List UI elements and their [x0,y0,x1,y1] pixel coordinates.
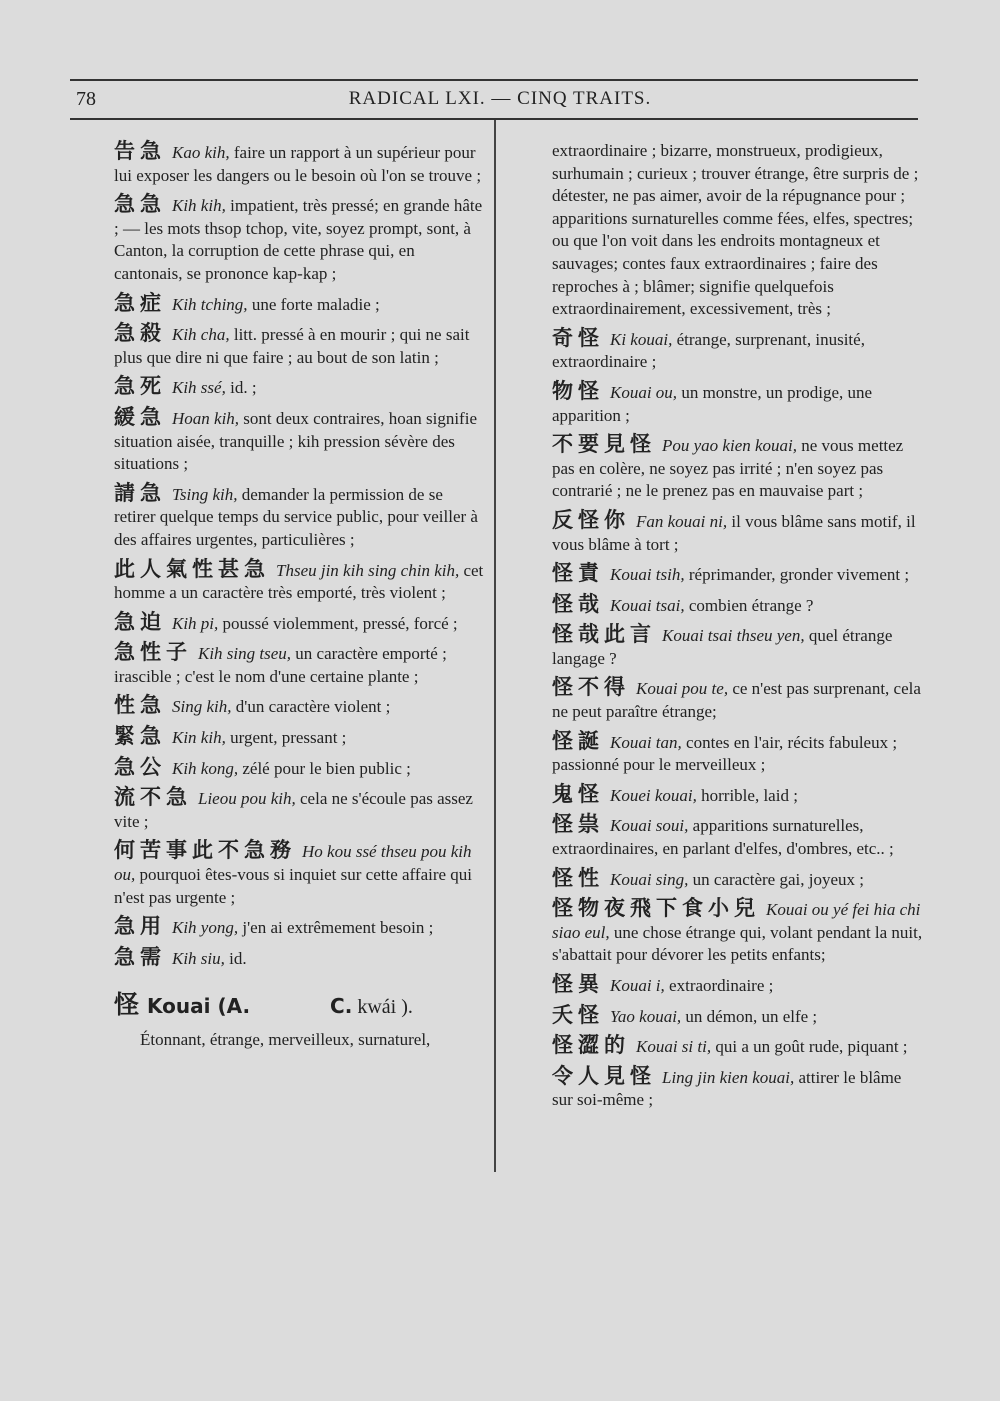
entry-romanization: Kouei kouai, [610,785,697,805]
dictionary-entry [114,915,486,940]
radical-c-label: C. [330,994,353,1019]
entry-definition: qui a un goût rude, piquant ; [711,1037,908,1057]
dictionary-entry [114,406,486,476]
dictionary-entry [552,783,924,808]
entry-romanization: Kih tching, [172,294,248,314]
dictionary-entry [552,1004,924,1029]
entry-romanization: Hoan kih, [172,408,240,428]
entry-characters: 不要見怪 [552,432,656,457]
entry-definition: urgent, pressant ; [225,728,347,748]
entry-romanization: Kih kong, [172,758,239,778]
entry-definition: combien étrange ? [684,595,814,615]
entry-romanization: Fan kouai ni, [636,511,728,531]
entry-characters: 怪哉 [552,591,604,616]
entry-characters: 怪哉此言 [552,622,656,647]
entry-romanization: Kih yong, [172,918,239,938]
entry-romanization: Sing kih, [172,697,232,717]
entry-definition: réprimander, gronder vivement ; [684,565,910,585]
dictionary-entry [114,786,486,833]
entry-romanization: Kouai si ti, [636,1037,712,1057]
entry-romanization: Kouai tsih, [610,565,685,585]
dictionary-entry [552,433,924,503]
entry-romanization: Kouai soui, [610,816,689,836]
entry-definition: d'un caractère violent ; [231,697,391,717]
entry-characters: 奇怪 [552,325,604,350]
entry-characters: 緩急 [114,404,166,429]
entry-definition: un caractère emporté ; irascible ; c'est le nom d'une certaine plante ; [114,644,447,686]
entry-definition: id. [224,948,247,968]
entry-characters: 急殺 [114,321,166,346]
entry-romanization: Kin kih, [172,728,226,748]
entry-romanization: Thseu jin kih sing chin kih, [276,560,460,580]
entry-definition: un démon, un elfe ; [681,1006,818,1026]
entry-characters: 怪異 [552,972,604,996]
running-title: RADICAL LXI. — CINQ TRAITS. [348,88,652,109]
entry-definition: pourquoi êtes-vous si inquiet sur cette affaire qui n'est pas urgente ; [114,865,473,907]
dictionary-entry [114,756,486,781]
entry-characters: 鬼怪 [552,781,604,806]
entry-definition: sont deux contraires, hoan signifie situation aisée, tranquille ; kih pression sévère des situations ; [114,408,477,474]
entry-romanization: Kouai tan, [610,732,682,752]
entry-romanization: Kouai ou, [610,382,678,402]
dictionary-entry [552,813,924,860]
entry-romanization: Kouai tsai thseu yen, [662,626,805,646]
entry-characters: 反怪你 [552,507,630,532]
entry-definition: cet homme a un caractère très emporté, très violent ; [114,560,484,603]
right-entry-list [552,327,924,1112]
dictionary-entry [114,322,486,369]
entry-definition: il vous blâme sans motif, il vous blâme à tort ; [552,511,916,554]
entry-definition: un monstre, un prodige, une apparition ; [552,382,873,425]
entry-characters: 怪責 [552,561,604,586]
dictionary-entry [114,193,486,285]
entry-definition: j'en ai extrêmement besoin ; [238,918,434,938]
dictionary-entry [552,730,924,777]
entry-characters: 流不急 [114,785,192,810]
entry-romanization: Kih ssé, [172,378,226,398]
dictionary-entry [552,973,924,998]
entry-characters: 急需 [114,944,166,969]
entry-definition: faire un rapport à un supérieur pour lui exposer les dangers ou le besoin où l'on se trouve ; [114,143,482,185]
dictionary-entry [552,897,924,967]
entry-definition: un caractère gai, joyeux ; [688,869,864,889]
entry-characters: 急症 [114,290,166,315]
entry-romanization: Kouai tsai, [610,595,685,615]
entry-definition: poussé violemment, pressé, forcé ; [218,613,458,633]
entry-characters: 急公 [114,754,166,779]
dictionary-entry [114,482,486,552]
entry-definition: id. ; [225,378,257,398]
left-entry-list [114,140,486,970]
entry-definition: cela ne s'écoule pas assez vite ; [114,789,473,831]
radical-character: 怪 [114,990,140,1020]
dictionary-entry [552,676,924,723]
dictionary-entry [552,327,924,374]
entry-characters: 性急 [114,693,166,718]
entry-romanization: Kih siu, [172,948,225,968]
entry-characters: 急性子 [114,640,192,665]
dictionary-entry [552,593,924,618]
dictionary-entry [114,725,486,750]
right-intro-text: extraordinaire ; bizarre, monstrueux, prodigieux, surhumain ; curieux ; trouver étrange, être surpris de ; détester, ne pas aimer, avoir de la répugnance pour ; apparitions surnaturelles comme fées, elfes, spectres; ou que l'on voit dans les endroits montagneux et sauvages; contes faux extraordinaires ; faire des reproches à ; blâmer; signifie quelquefois extraordinairement, excessivement, très ; [552,141,919,319]
entry-romanization: Kouai sing, [610,869,689,889]
dictionary-entry [114,292,486,317]
entry-characters: 此人氣性甚急 [114,556,270,581]
entry-definition: attirer le blâme sur soi-même ; [552,1067,902,1110]
entry-definition: zélé pour le bien public ; [238,758,411,778]
entry-characters: 怪性 [552,865,604,890]
dictionary-entry [552,867,924,892]
radical-name: Kouai (A. [147,994,251,1019]
entry-characters: 急死 [114,374,166,399]
left-column [114,140,486,1052]
entry-characters: 何苦事此不急務 [114,838,296,863]
entry-romanization: Pou yao kien kouai, [662,436,798,456]
entry-romanization: Kao kih, [172,143,230,162]
dictionary-entry [114,611,486,636]
entry-romanization: Kih sing tseu, [198,644,292,664]
dictionary-entry [552,623,924,670]
dictionary-entry [552,1034,924,1059]
dictionary-entry [114,641,486,688]
entry-romanization: Ling jin kien kouai, [662,1067,795,1087]
entry-definition: une chose étrange qui, volant pendant la nuit, s'abattait pour dévorer les petits enfants; [552,922,923,965]
entry-definition: horrible, laid ; [696,785,798,805]
entry-characters: 物怪 [552,378,604,403]
entry-characters: 怪不得 [552,675,630,700]
entry-definition: étrange, surprenant, inusité, extraordinaire ; [552,329,865,372]
entry-romanization: Kouai i, [610,976,665,995]
entry-romanization: Kih kih, [172,196,226,216]
dictionary-entry [552,509,924,556]
entry-definition: litt. pressé à en mourir ; qui ne sait plus que dire ni que faire ; au bout de son latin ; [114,325,470,367]
entry-definition: apparitions surnaturelles, extraordinaires, en parlant d'elfes, d'ombres, etc.. ; [552,816,894,859]
dictionary-entry [552,380,924,427]
top-rule [70,79,918,81]
entry-romanization: Tsing kih, [172,484,238,504]
entry-characters: 夭怪 [552,1002,604,1027]
right-column [552,140,924,1118]
entry-definition: contes en l'air, récits fabuleux ; passionné pour le merveilleux ; [552,732,898,775]
radical-cantonese: kwái ). [357,996,413,1019]
entry-romanization: Lieou pou kih, [198,789,296,809]
entry-definition: extraordinaire ; [664,976,774,995]
dictionary-entry [114,839,486,909]
entry-definition: demander la permission de se retirer quelque temps du service public, pour veiller à des affaires urgentes, particulières ; [114,484,478,549]
entry-definition: quel étrange langage ? [552,626,893,668]
column-divider [494,120,496,1172]
dictionary-entry [114,694,486,719]
page-number: 78 [76,88,96,110]
entry-romanization: Ho kou ssé thseu pou kih ou, [114,842,472,885]
entry-characters: 告急 [114,139,166,163]
dictionary-entry [114,558,486,605]
radical-heading [114,990,486,1020]
entry-characters: 急急 [114,192,166,217]
dictionary-entry [114,375,486,400]
entry-characters: 令人見怪 [552,1063,656,1088]
entry-characters: 怪物夜飛下食小兒 [552,896,760,921]
dictionary-entry [552,562,924,587]
entry-romanization: Kih cha, [172,325,230,345]
entry-romanization: Yao kouai, [610,1006,682,1026]
entry-characters: 急用 [114,914,166,939]
entry-characters: 緊急 [114,724,166,749]
entry-definition: ne vous mettez pas en colère, ne soyez pas irrité ; n'en soyez pas contrarié ; ne le prenez pas en mauvaise part ; [552,436,904,501]
entry-characters: 怪誕 [552,728,604,753]
entry-definition: une forte maladie ; [247,294,380,314]
entry-romanization: Kih pi, [172,613,219,633]
entry-romanization: Ki kouai, [610,329,673,349]
entry-characters: 請急 [114,480,166,505]
dictionary-entry [114,946,486,971]
dictionary-entry [114,140,486,187]
entry-characters: 怪祟 [552,812,604,837]
radical-description: Étonnant, étrange, merveilleux, surnaturel, [140,1030,431,1049]
entry-characters: 急迫 [114,609,166,634]
entry-romanization: Kouai ou yé fei hia chi siao eul, [552,900,921,942]
entry-characters: 怪澀的 [552,1033,630,1058]
entry-definition: impatient, très pressé; en grande hâte ; — les mots thsop tchop, vite, soyez prompt, sont, à Canton, la corruption de cette phrase qui, en cantonais, se prononce kap-kap ; [114,196,483,283]
entry-definition: ce n'est pas surprenant, cela ne peut paraître étrange; [552,679,921,722]
dictionary-entry [552,1065,924,1112]
entry-romanization: Kouai pou te, [636,679,729,699]
